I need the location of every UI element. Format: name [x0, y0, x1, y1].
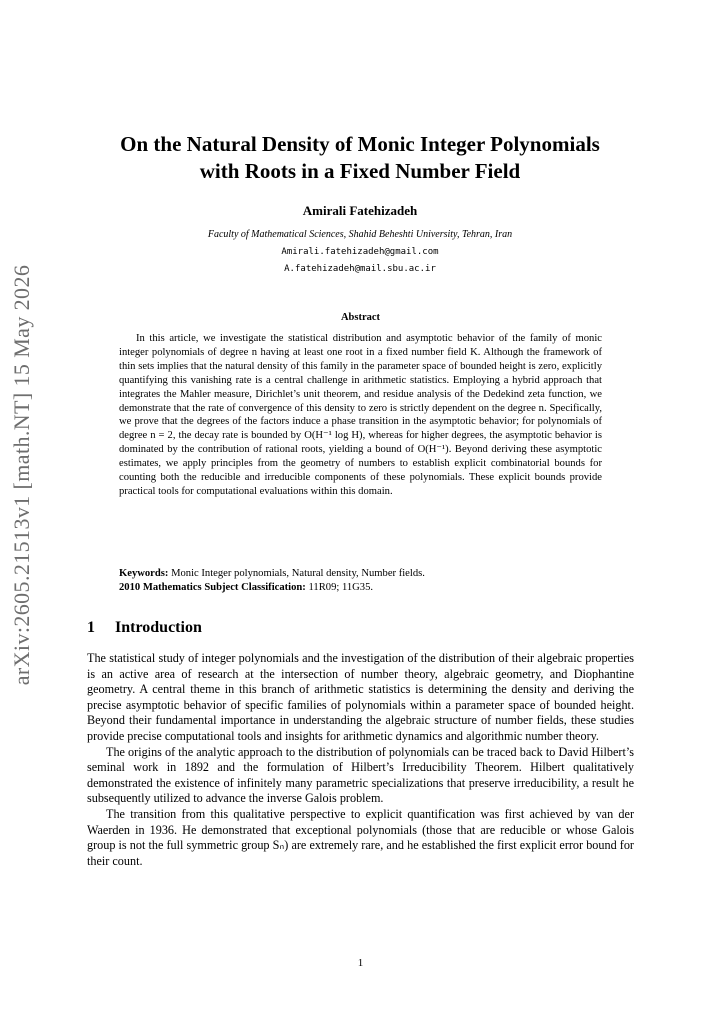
arxiv-identifier-text: arXiv:2605.21513v1 [math.NT] 15 May 2026 — [9, 264, 34, 686]
section-title: Introduction — [115, 619, 202, 636]
abstract-text: In this article, we investigate the statistical distribution and asymptotic behavior of the family of monic integer polynomials of degree n having at least one root in a fixed number field K. Although the framework of thin sets implies that the natural density of this family in the parameter space of bounded height is zero, explicitly quantifying this vanishing rate is a central challenge in arithmetic statistics. Employing a hybrid approach that integrates the Mahler measure, Dirichlet’s unit theorem, and residue analysis of the Dedekind zeta function, we demonstrate that the rate of convergence of this density to zero is strictly dependent on the degree n. Specifically, we prove that the degrees of the factors induce a phase transition in the asymptotic behavior; for polynomials of degree n = 2, the decay rate is bounded by O(H⁻¹ log H), whereas for higher degrees, the asymptotic behavior is dominated by the contribution of rational roots, yielding a bound of O(H⁻¹). Beyond deriving these asymptotic estimates, we apply principles from the geometry of numbers to establish explicit combinatorial bounds for counting both the reducible and irreducible components of these polynomials. These explicit bounds provide practical tools for computational evaluations within this domain. — [119, 333, 602, 497]
title-line-2: with Roots in a Fixed Number Field — [199, 159, 521, 183]
section-heading-introduction — [87, 619, 634, 637]
keywords-line — [119, 568, 602, 579]
page-number: 1 — [357, 957, 364, 969]
body-paragraph: The origins of the analytic approach to the distribution of polynomials can be traced back to David Hilbert’s seminal work in 1892 and the formulation of Hilbert’s Irreducibility Theorem. Hilbert qualitatively demonstrated the existence of infinitely many parametric specializations that preserve irreducibility, a result he subsequently utilized to advance the inverse Galois problem. — [87, 744, 634, 806]
introduction-body — [87, 651, 634, 869]
author-name: Amirali Fatehizadeh — [302, 203, 418, 218]
keywords-value: Monic Integer polynomials, Natural density, Number fields. — [171, 568, 425, 579]
paper-title — [80, 131, 640, 185]
title-line-1: On the Natural Density of Monic Integer Polynomials — [120, 132, 600, 156]
keywords-label: Keywords: — [119, 568, 169, 579]
msc-label: 2010 Mathematics Subject Classification: — [119, 582, 306, 593]
msc-value: 11R09; 11G35. — [308, 582, 374, 593]
arxiv-identifier-stamp — [2, 264, 42, 686]
abstract-heading: Abstract — [340, 312, 381, 323]
author-email-primary: Amirali.fatehizadeh@gmail.com — [281, 247, 439, 257]
section-number: 1 — [87, 619, 95, 636]
body-paragraph: The transition from this qualitative perspective to explicit quantification was first achieved by van der Waerden in 1936. He demonstrated that exceptional polynomials (those that are reducible or whose Galois group is not the full symmetric group Sₙ) are extremely rare, and he established the first explicit error bound for their count. — [87, 806, 634, 868]
msc-line — [119, 582, 602, 593]
author-affiliation: Faculty of Mathematical Sciences, Shahid Beheshti University, Tehran, Iran — [207, 229, 513, 240]
author-email-secondary: A.fatehizadeh@mail.sbu.ac.ir — [284, 264, 436, 274]
body-paragraph: The statistical study of integer polynomials and the investigation of the distribution of their algebraic properties is an active area of research at the intersection of number theory, algebraic geometry, and Diophantine geometry. A central theme in this branch of arithmetic statistics is determining the density and deriving the precise asymptotic behavior of specific families of polynomials within a parameter space of bounded height. Beyond their fundamental importance in understanding the algebraic structure of number fields, these studies provide precise computational tools and insights for arithmetic dynamics and algorithmic number theory. — [87, 651, 634, 743]
